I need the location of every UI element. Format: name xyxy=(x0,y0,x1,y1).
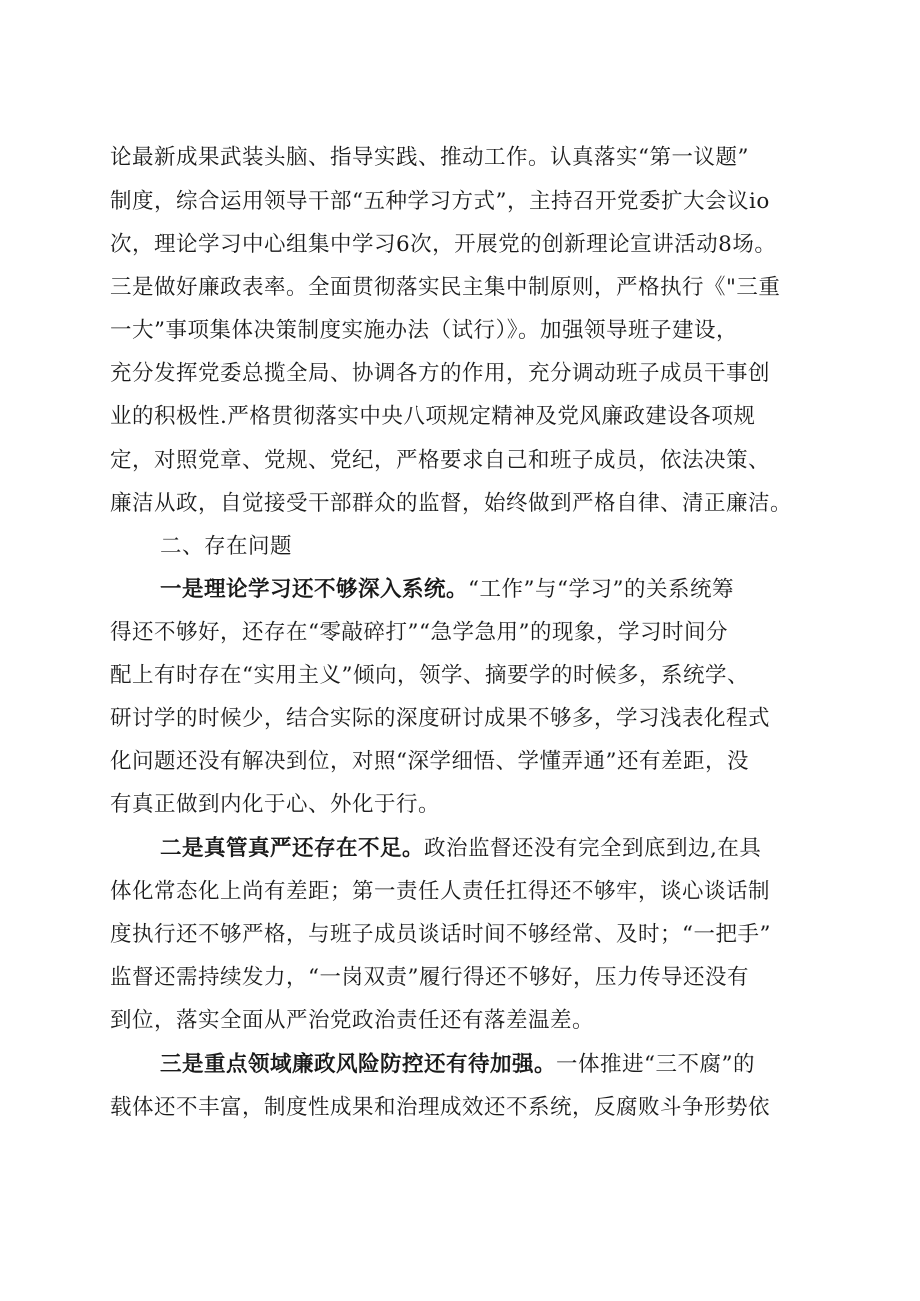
text-line: 载体还不丰富，制度性成果和治理成效还不系统，反腐败斗争形势依 xyxy=(110,1095,771,1120)
text-line: 到位，落实全面从严治党政治责任还有落差温差。 xyxy=(110,1008,595,1033)
text-line: 化问题还没有解决到位，对照“深学细悟、学懂弄通”还有差距，没 xyxy=(110,749,749,774)
paragraph-first-line xyxy=(160,575,734,605)
problem-title: 二是真管真严还存在不足。 xyxy=(160,836,425,861)
text-line: 一大”事项集体决策制度实施办法（试行）》。加强领导班子建设， xyxy=(110,318,738,343)
text-line: 得还不够好，还存在“零敲碎打”“急学急用”的现象，学习时间分 xyxy=(110,620,728,645)
paragraph-first-line xyxy=(160,1050,755,1080)
text-line: 制度，综合运用领导干部“五种学习方式”，主持召开党委扩大会议io xyxy=(110,189,770,214)
text-line: 次，理论学习中心组集中学习6次，开展党的创新理论宣讲活动8场。 xyxy=(110,232,777,257)
text-line: 体化常态化上尚有差距；第一责任人责任扛得还不够牢，谈心谈话制 xyxy=(110,879,771,904)
text-line: 三是做好廉政表率。全面贯彻落实民主集中制原则，严格执行《"三重 xyxy=(110,275,781,300)
text-line: 配上有时存在“实用主义”倾向，领学、摘要学的时候多，系统学、 xyxy=(110,663,749,688)
text-line: 定，对照党章、党规、党纪，严格要求自己和班子成员，依法决策、 xyxy=(110,448,771,473)
paragraph-text: 政治监督还没有完全到底到边,在具 xyxy=(424,836,762,861)
text-line: 论最新成果武装头脑、指导实践、推动工作。认真落实“第一议题” xyxy=(110,145,749,170)
problem-title: 三是重点领域廉政风险防控还有待加强。 xyxy=(160,1052,557,1077)
problem-title: 一是理论学习还不够深入系统。 xyxy=(160,577,469,602)
text-line: 监督还需持续发力，“一岗双责”履行得还不够好，压力传导还没有 xyxy=(110,965,749,990)
text-line: 业的积极性.严格贯彻落实中央八项规定精神及党风廉政建设各项规 xyxy=(110,404,756,429)
text-line: 研讨学的时候少，结合实际的深度研讨成果不够多，学习浅表化程式 xyxy=(110,706,771,731)
paragraph-first-line xyxy=(160,834,761,864)
text-line: 度执行还不够严格，与班子成员谈话时间不够经常、及时；“一把手” xyxy=(110,922,771,947)
paragraph-text: “工作”与“学习”的关系统筹 xyxy=(468,577,734,602)
text-line: 充分发挥党委总揽全局、协调各方的作用，充分调动班子成员干事创 xyxy=(110,361,771,386)
text-line: 有真正做到内化于心、外化于行。 xyxy=(110,792,441,817)
text-line: 廉洁从政，自觉接受干部群众的监督，始终做到严格自律、清正廉洁。 xyxy=(110,491,793,516)
paragraph-text: 一体推进“三不腐”的 xyxy=(556,1052,755,1077)
section-heading: 二、存在问题 xyxy=(160,534,293,559)
